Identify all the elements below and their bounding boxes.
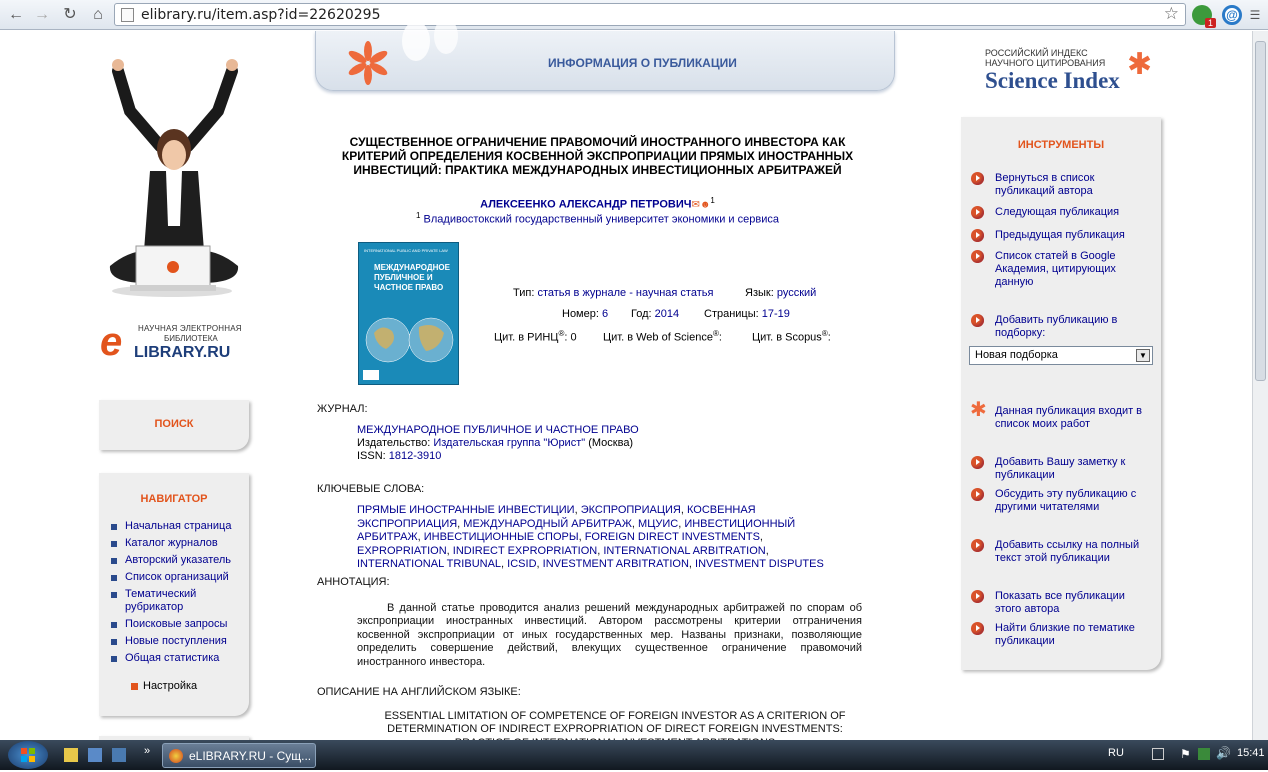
science-index-asterisk-icon: ✱ <box>1127 48 1153 81</box>
year-row <box>631 308 679 320</box>
num-label: Номер: <box>562 308 599 320</box>
affiliation-sup: 1 <box>416 211 421 220</box>
author-line <box>340 196 855 211</box>
science-index-logo[interactable] <box>985 48 1165 98</box>
windows-logo-icon <box>8 741 48 769</box>
rinc-reg: ® <box>558 329 565 338</box>
pages-row <box>704 308 790 320</box>
asterisk-icon: ✱ <box>970 399 987 421</box>
logo-tagline-1: НАУЧНАЯ ЭЛЕКТРОННАЯ <box>138 324 242 333</box>
tool-similar[interactable] <box>971 622 1151 648</box>
tool-label: Вернуться в список публикаций автора <box>995 172 1095 197</box>
science-index-brand: Science Index <box>985 68 1120 93</box>
tool-google-scholar[interactable] <box>971 250 1151 289</box>
arrow-circle-icon <box>971 206 984 219</box>
wos-reg: ® <box>712 329 719 338</box>
publisher-city: (Москва) <box>588 437 634 449</box>
number-row <box>562 308 608 320</box>
science-index-line1: РОССИЙСКИЙ ИНДЕКС <box>985 48 1088 58</box>
tool-add-note[interactable] <box>971 456 1151 482</box>
article-title: СУЩЕСТВЕННОЕ ОГРАНИЧЕНИЕ ПРАВОМОЧИЙ ИНОСТРАННОГО ИНВЕСТОРА КАК КРИТЕРИЙ ОПРЕДЕЛЕНИЯ КОСВЕННОЙ ЭКСПРОПРИАЦИИ ПРЯМЫХ ИНОСТРАННЫХ ИНВЕСТИЦИЙ: ПРАКТИКА МЕЖДУНАРОДНЫХ ИНВЕСТИЦИОННЫХ АРБИТРАЖЕЙ <box>341 135 854 177</box>
taskbar-window-label: eLIBRARY.RU - Сущ... <box>189 749 312 763</box>
home-icon[interactable]: ⌂ <box>93 6 103 23</box>
arrow-circle-icon <box>971 488 984 501</box>
tool-label: Предыдущая публикация <box>995 229 1125 241</box>
publisher[interactable]: Издательская группа "Юрист" <box>433 437 586 449</box>
navigator-list <box>111 520 236 669</box>
decor-petals-icon <box>396 31 476 71</box>
tray-monitor-icon[interactable] <box>1152 748 1164 760</box>
logo-e: e <box>100 320 123 364</box>
rinc-row: Цит. в РИНЦ®: 0 <box>494 329 577 344</box>
keyword[interactable]: ICSID <box>507 558 537 571</box>
type-row <box>513 287 713 299</box>
tool-label: Найти близкие по тематике публикации <box>995 622 1135 647</box>
rinc-value: 0 <box>570 331 577 344</box>
arrow-circle-icon <box>971 539 984 552</box>
taskbar-window-button[interactable] <box>162 743 316 768</box>
settings-bullet-icon <box>131 683 138 690</box>
nav-item-authors[interactable]: Авторский указатель <box>111 554 236 567</box>
quicklaunch-desktop-icon[interactable] <box>88 748 102 762</box>
browser-toolbar <box>0 0 1268 30</box>
journal-cover[interactable] <box>358 242 459 385</box>
keywords-heading: КЛЮЧЕВЫЕ СЛОВА: <box>317 483 425 495</box>
tools-panel <box>961 117 1161 670</box>
tool-prev[interactable] <box>971 229 1151 242</box>
keyword[interactable]: МЕЖДУНАРОДНЫЙ АРБИТРАЖ <box>463 517 632 530</box>
publisher-label: Издательство: <box>357 437 431 449</box>
nav-item-queries[interactable]: Поисковые запросы <box>111 618 236 631</box>
issn: 1812-3910 <box>388 450 442 462</box>
wos-label: Цит. в Web of Science <box>603 331 713 344</box>
tool-label: Следующая публикация <box>995 206 1120 218</box>
rinc-label: Цит. в РИНЦ <box>494 331 559 344</box>
nav-item-home[interactable]: Начальная страница <box>111 520 236 533</box>
keyword[interactable]: INVESTMENT DISPUTES <box>695 558 824 571</box>
english-heading: ОПИСАНИЕ НА АНГЛИЙСКОМ ЯЗЫКЕ: <box>317 686 521 698</box>
windows-taskbar <box>0 740 1268 770</box>
vertical-scrollbar[interactable] <box>1252 31 1268 740</box>
collection-select-value: Новая подборка <box>975 349 1058 361</box>
year-value: 2014 <box>654 308 680 320</box>
search-label[interactable]: ПОИСК <box>154 418 194 430</box>
forward-icon[interactable]: → <box>34 6 50 23</box>
keyword[interactable]: INTERNATIONAL ARBITRATION <box>603 544 766 557</box>
journal-block <box>357 424 639 463</box>
extension-badge: 1 <box>1205 18 1216 28</box>
scrollbar-thumb[interactable] <box>1255 41 1266 381</box>
banner-title: ИНФОРМАЦИЯ О ПУБЛИКАЦИИ <box>548 56 737 70</box>
elibrary-logo[interactable] <box>100 321 260 366</box>
woman-laptop-illustration <box>100 51 250 301</box>
logo-tagline-2: БИБЛИОТЕКА <box>164 334 218 343</box>
tool-label: Добавить Вашу заметку к публикации <box>995 456 1126 481</box>
lang-label: Язык: <box>745 287 774 299</box>
tray-flag-icon[interactable]: ⚑ <box>1180 747 1191 761</box>
chrome-icon <box>169 749 183 763</box>
settings-link[interactable] <box>131 680 197 692</box>
tool-label: Данная публикация входит в список моих работ <box>995 405 1143 430</box>
year-label: Год: <box>631 308 652 320</box>
arrow-circle-icon <box>971 314 984 327</box>
tool-label: Показать все публикации этого автора <box>995 590 1125 615</box>
nav-item-journals[interactable]: Каталог журналов <box>111 537 236 550</box>
tool-add-to-collection[interactable] <box>971 314 1151 340</box>
type-value: статья в журнале - научная статья <box>537 287 714 299</box>
collection-select[interactable] <box>969 346 1153 365</box>
type-label: Тип: <box>513 287 535 299</box>
logo-brand: LIBRARY.RU <box>134 344 231 361</box>
back-icon[interactable]: ← <box>8 6 24 23</box>
arrow-circle-icon <box>971 590 984 603</box>
tool-all-author-pubs[interactable] <box>971 590 1151 616</box>
author-name[interactable]: АЛЕКСЕЕНКО АЛЕКСАНДР ПЕТРОВИЧ <box>480 198 692 211</box>
language-indicator[interactable]: RU <box>1108 747 1124 759</box>
tool-back-to-list[interactable] <box>971 172 1151 198</box>
tool-label: Добавить публикацию в подборку: <box>995 314 1118 339</box>
settings-label: Настройка <box>143 680 198 692</box>
nav-item-stats[interactable]: Общая статистика <box>111 652 236 665</box>
navigator-title: НАВИГАТОР <box>140 493 208 505</box>
bookmark-star-icon[interactable]: ☆ <box>1163 4 1179 23</box>
tool-my-works[interactable] <box>970 399 1151 431</box>
cover-barcode <box>363 370 379 380</box>
extension-icon[interactable] <box>1192 5 1213 28</box>
arrow-circle-icon <box>971 250 984 263</box>
nav-item-organizations[interactable]: Список организаций <box>111 571 236 584</box>
scopus-label: Цит. в Scopus <box>752 331 822 344</box>
lang-value: русский <box>776 287 817 299</box>
wos-row: Цит. в Web of Science®: <box>603 329 722 344</box>
keyword[interactable]: ИНВЕСТИЦИОННЫЕ СПОРЫ <box>423 531 579 544</box>
lang-row <box>745 287 816 299</box>
journal-heading: ЖУРНАЛ: <box>317 403 368 415</box>
keyword[interactable]: ПРЯМЫЕ ИНОСТРАННЫЕ ИНВЕСТИЦИИ <box>357 504 575 516</box>
keyword[interactable]: INVESTMENT ARBITRATION <box>542 558 689 571</box>
author-profile-icon[interactable]: ☻ <box>699 199 711 211</box>
tool-add-fulltext-link[interactable] <box>971 539 1151 565</box>
address-bar[interactable] <box>114 3 1186 26</box>
page-content <box>0 31 1268 740</box>
nav-item-rubricator[interactable]: Тематический рубрикатор <box>111 588 236 614</box>
url-text[interactable]: elibrary.ru/item.asp?id=22620295 <box>141 7 381 23</box>
quicklaunch-more-icon[interactable]: » <box>144 745 151 757</box>
keyword[interactable]: INTERNATIONAL TRIBUNAL <box>357 558 502 571</box>
quicklaunch-app-icon[interactable] <box>112 748 126 762</box>
issn-label: ISSN: <box>357 450 386 462</box>
author-mail-icon[interactable]: ✉ <box>691 199 700 211</box>
tool-label: Добавить ссылку на полный текст этой публикации <box>995 539 1140 564</box>
start-button[interactable] <box>8 741 48 769</box>
keyword[interactable]: КОСВЕННАЯ ЭКСПРОПРИАЦИЯ <box>357 504 756 530</box>
affiliation-line <box>340 211 855 226</box>
tool-discuss[interactable] <box>971 488 1151 514</box>
page-icon <box>121 8 134 22</box>
science-index-line2: НАУЧНОГО ЦИТИРОВАНИЯ <box>985 58 1106 68</box>
arrow-circle-icon <box>971 622 984 635</box>
scopus-reg: ® <box>821 329 828 338</box>
abstract-text: В данной статье проводится анализ решений международных арбитражей по спорам об экспроприации иностранных инвестиций. Автором рассмотрены критерии отграничения косвенной экспроприации от иных государственных мер. Названы признаки, позволяющие определить совершение действий, влекущих существенное ограничение правомочий иностранного инвестора. <box>357 602 862 668</box>
navigator-panel <box>99 473 249 716</box>
wrench-icon[interactable]: ☰ <box>1249 8 1261 22</box>
arrow-circle-icon <box>971 229 984 242</box>
asterisk-logo-icon <box>346 41 390 85</box>
tools-title: ИНСТРУМЕНТЫ <box>1017 139 1105 151</box>
journal-name[interactable]: МЕЖДУНАРОДНОЕ ПУБЛИЧНОЕ И ЧАСТНОЕ ПРАВО <box>357 424 639 436</box>
keywords-list: ПРЯМЫЕ ИНОСТРАННЫЕ ИНВЕСТИЦИИ, ЭКСПРОПРИАЦИЯ, КОСВЕННАЯ ЭКСПРОПРИАЦИЯ, МЕЖДУНАРОДНЫЙ АРБИТРАЖ, МЦУИС, ИНВЕСТИЦИОННЫЙ АРБИТРАЖ, ИНВЕСТИЦИОННЫЕ СПОРЫ, FOREIGN DIRECT INVESTMENTS, EXPROPRIATION, INDIRECT EXPROPRIATION, INTERNATIONAL ARBITRATION, INTERNATIONAL TRIBUNAL, ICSID, INVESTMENT ARBITRATION, INVESTMENT DISPUTES <box>357 504 824 571</box>
cover-title: МЕЖДУНАРОДНОЕ ПУБЛИЧНОЕ И ЧАСТНОЕ ПРАВО <box>374 263 450 292</box>
pages-value: 17-19 <box>761 308 790 320</box>
english-title: ESSENTIAL LIMITATION OF COMPETENCE OF FOREIGN INVESTOR AS A CRITERION OF DETERMINATION OF INDIRECT EXPROPRIATION OF DIRECT FOREIGN INVESTMENTS: <box>384 710 846 736</box>
tool-label: Список статей в Google Академия, цитирующих данную <box>995 250 1116 288</box>
author-sup: 1 <box>710 196 715 205</box>
pages-label: Страницы: <box>704 308 759 320</box>
abstract-heading: АННОТАЦИЯ: <box>317 576 390 588</box>
nav-item-new[interactable]: Новые поступления <box>111 635 236 648</box>
keyword[interactable]: ЭКСПРОПРИАЦИЯ <box>580 504 681 516</box>
chevron-down-icon[interactable]: ▼ <box>1136 349 1150 362</box>
quicklaunch-folder-icon[interactable] <box>64 748 78 762</box>
info-banner <box>315 31 895 91</box>
keyword[interactable]: FOREIGN DIRECT INVESTMENTS <box>584 531 760 544</box>
clock[interactable]: 15:41 <box>1237 747 1265 759</box>
arrow-circle-icon <box>971 172 984 185</box>
tray-volume-icon[interactable]: 🔊 <box>1216 746 1231 760</box>
cover-small-text: INTERNATIONAL PUBLIC AND PRIVATE LAW <box>364 248 448 253</box>
keyword[interactable]: INDIRECT EXPROPRIATION <box>452 544 598 557</box>
affiliation[interactable]: Владивостокский государственный университет экономики и сервиса <box>423 213 779 226</box>
arrow-circle-icon <box>971 456 984 469</box>
num-value[interactable]: 6 <box>601 308 609 320</box>
keyword[interactable]: МЦУИС <box>638 517 679 530</box>
cover-globe-icon <box>364 313 455 368</box>
tool-next[interactable] <box>971 206 1151 219</box>
tray-network-icon[interactable] <box>1198 748 1210 760</box>
reload-icon[interactable]: ↻ <box>63 6 77 23</box>
search-panel[interactable] <box>99 400 249 450</box>
tool-label: Обсудить эту публикацию с другими читателями <box>995 488 1137 513</box>
keyword[interactable]: ИНВЕСТИЦИОННЫЙ АРБИТРАЖ <box>357 517 796 544</box>
keyword[interactable]: EXPROPRIATION <box>357 544 447 557</box>
mail-at-icon[interactable]: @ <box>1222 5 1242 25</box>
scopus-row: Цит. в Scopus®: <box>752 329 831 344</box>
